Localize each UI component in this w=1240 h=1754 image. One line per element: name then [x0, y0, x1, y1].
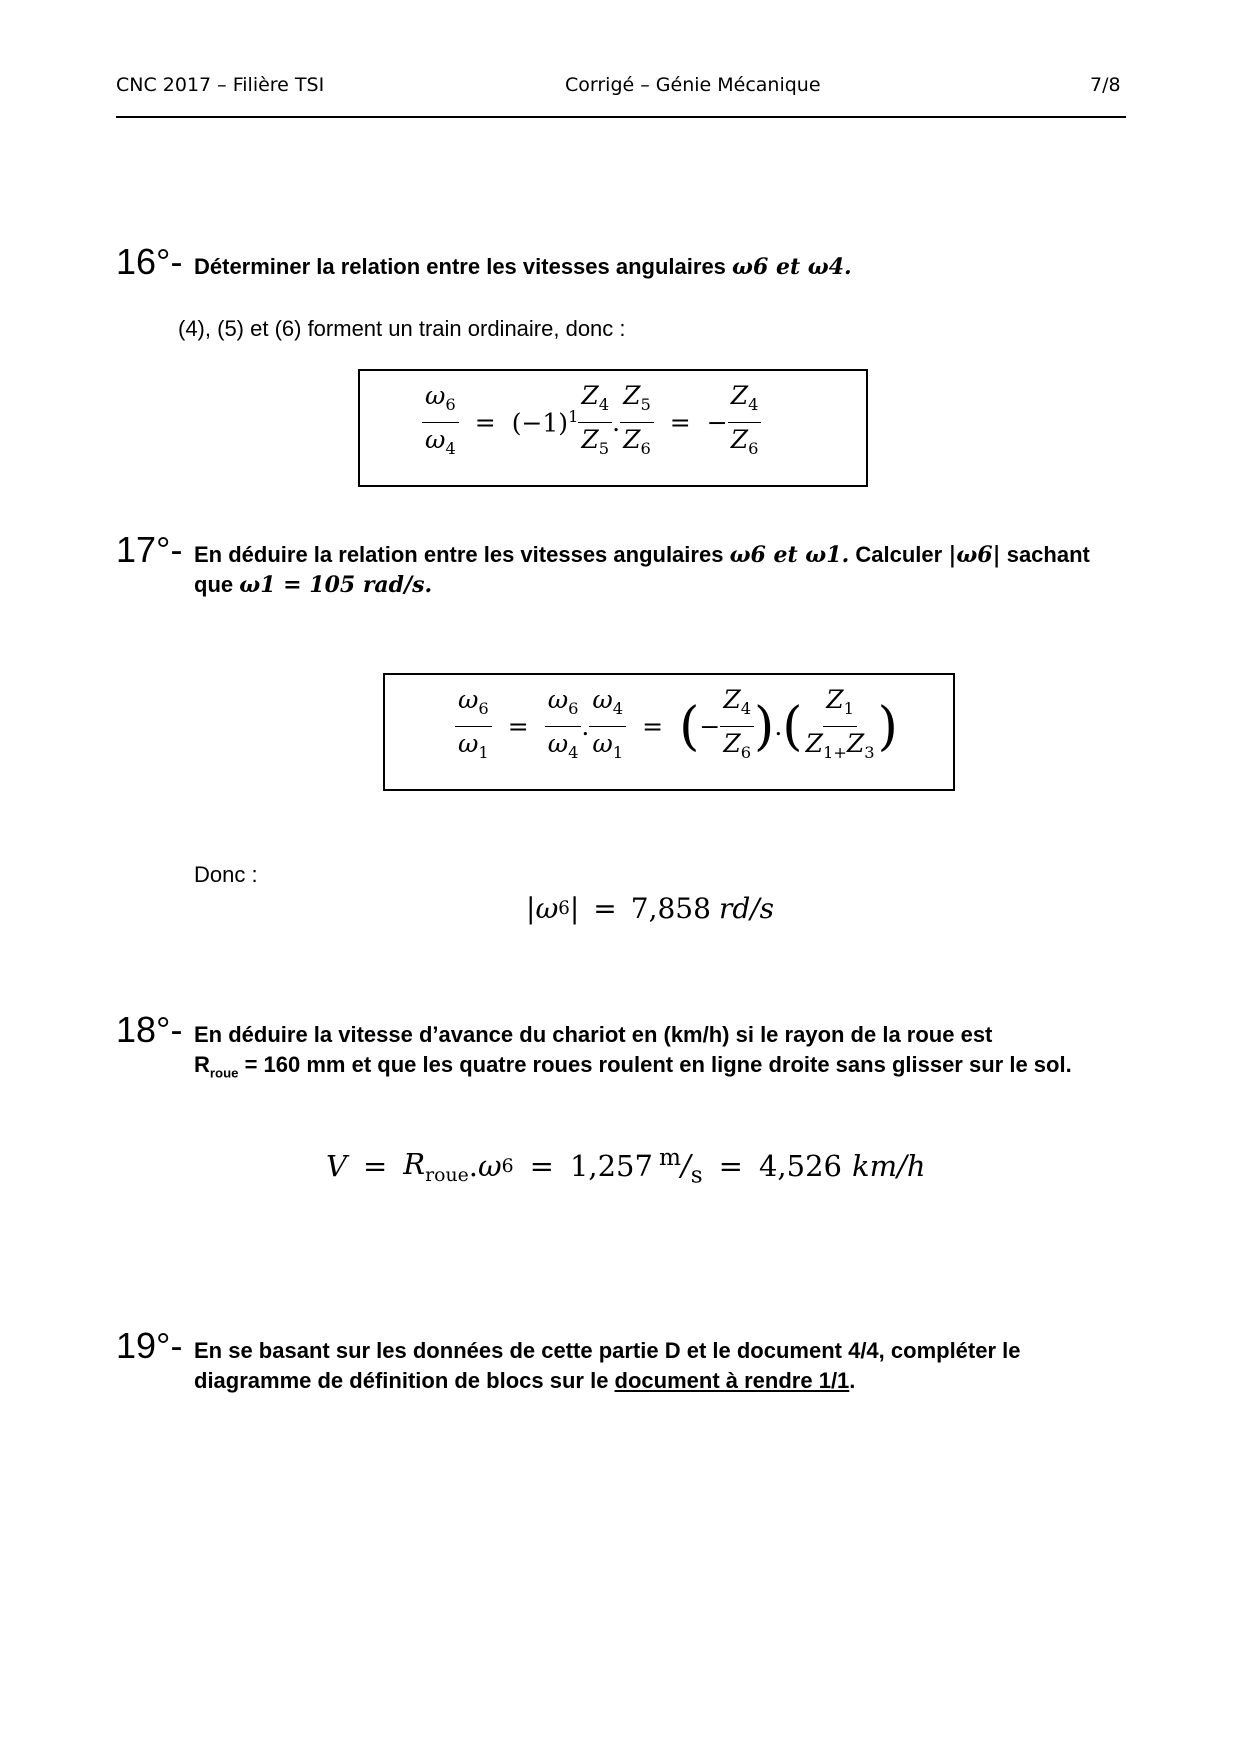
q19-document-link: document à rendre 1/1: [614, 1368, 850, 1393]
q16-frac-z4-z5: $\frac{Z_4}{Z_5}$: [578, 379, 612, 466]
q16-equation: $\frac{\omega_6}{\omega_4}$ = $(-1)^1$ $\frac{Z_4}{Z_5}$ . $\frac{Z_5}{Z_6}$ = − $\frac{Z_4}{Z_6}$: [422, 379, 761, 466]
q17-result-unit: rd/s: [718, 892, 775, 925]
q16-equation-box: [358, 369, 868, 487]
q17-frac-w6-w4: $\frac{\omega_6}{\omega_4}$: [545, 683, 582, 770]
header-left: CNC 2017 – Filière TSI: [116, 74, 325, 96]
q19-question: [194, 1336, 1021, 1396]
q16-question-text: Déterminer la relation entre les vitesses angulaires: [194, 254, 726, 279]
q17-question-line2: que: [194, 572, 234, 597]
q17-question-part2: Calculer: [855, 542, 943, 567]
q17-frac-z1-z1z3: $\frac{Z_1}{Z_{1+}Z_3}$: [805, 685, 875, 762]
q16-frac-z4-z6: $\frac{Z_4}{Z_6}$: [728, 379, 762, 466]
q18-value-kmh: 4,526: [758, 1149, 842, 1184]
q18-equation: V = $R_{roue}$ . ω 6 = 1,257 $^m/_s$ = 4,526 km/h: [326, 1144, 926, 1189]
q18-number: 18°-: [116, 1009, 183, 1050]
q17-result: | ω 6 | = 7,858 rd/s: [526, 892, 775, 925]
q17-question-part1: En déduire la relation entre les vitesses angulaires: [194, 542, 724, 567]
q17-question: [194, 540, 1090, 600]
q19-number: 19°-: [116, 1325, 183, 1366]
header-rule: [116, 116, 1126, 118]
q17-number: 17°-: [116, 529, 183, 570]
q19-question-line2: diagramme de définition de blocs sur le document à rendre 1/1.: [194, 1368, 856, 1393]
q17-question-part3: sachant: [1006, 542, 1090, 567]
q17-question-math1: ω6 et ω1.: [729, 542, 850, 568]
q16-answer-intro: (4), (5) et (6) forment un train ordinaire, donc :: [178, 316, 626, 341]
q17-result-value: 7,858: [630, 892, 711, 925]
q16-question-math: ω6 et ω4.: [732, 254, 852, 280]
q17-frac-z4-z6: $\frac{Z_4}{Z_6}$: [720, 683, 754, 770]
q18-question-line1: En déduire la vitesse d’avance du chariot en (km/h) si le rayon de la roue est: [194, 1022, 993, 1047]
q16-number: 16°-: [116, 241, 183, 282]
q18-unit-kmh: km/h: [852, 1149, 926, 1184]
header-page-number: 7/8: [1090, 74, 1121, 96]
q16-frac-w6-w4: $\frac{\omega_6}{\omega_4}$: [422, 379, 459, 466]
q17-equation: $\frac{\omega_6}{\omega_1}$ = $\frac{\omega_6}{\omega_4}$ . $\frac{\omega_4}{\omega_1}$ = ( − $\frac{Z_4}{Z_6}$ ) . ( $\frac{Z_1}{Z_{1+}Z_3}$ ): [455, 683, 898, 770]
q17-donc: Donc :: [194, 862, 258, 887]
q17-question-math2: |ω6|: [948, 542, 1001, 568]
header-center: Corrigé – Génie Mécanique: [565, 74, 821, 96]
q18-question-line2: $R_{roue} = 160$ mm et que les quatre roues roulent en ligne droite sans glisser sur le sol.: [194, 1052, 1072, 1081]
q17-question-math3: ω1 = 105 rad/s.: [239, 572, 433, 598]
q17-equation-box: [383, 673, 955, 791]
q17-frac-w6-w1: $\frac{\omega_6}{\omega_1}$: [455, 683, 492, 770]
q17-frac-w4-w1: $\frac{\omega_4}{\omega_1}$: [589, 683, 626, 770]
q16-frac-z5-z6: $\frac{Z_5}{Z_6}$: [620, 379, 654, 466]
q19-question-line1: En se basant sur les données de cette partie D et le document 4/4, compléter le: [194, 1338, 1021, 1363]
q18-value-ms: 1,257: [569, 1149, 653, 1184]
q16-question: [194, 252, 852, 282]
q18-question: [194, 1020, 1072, 1088]
